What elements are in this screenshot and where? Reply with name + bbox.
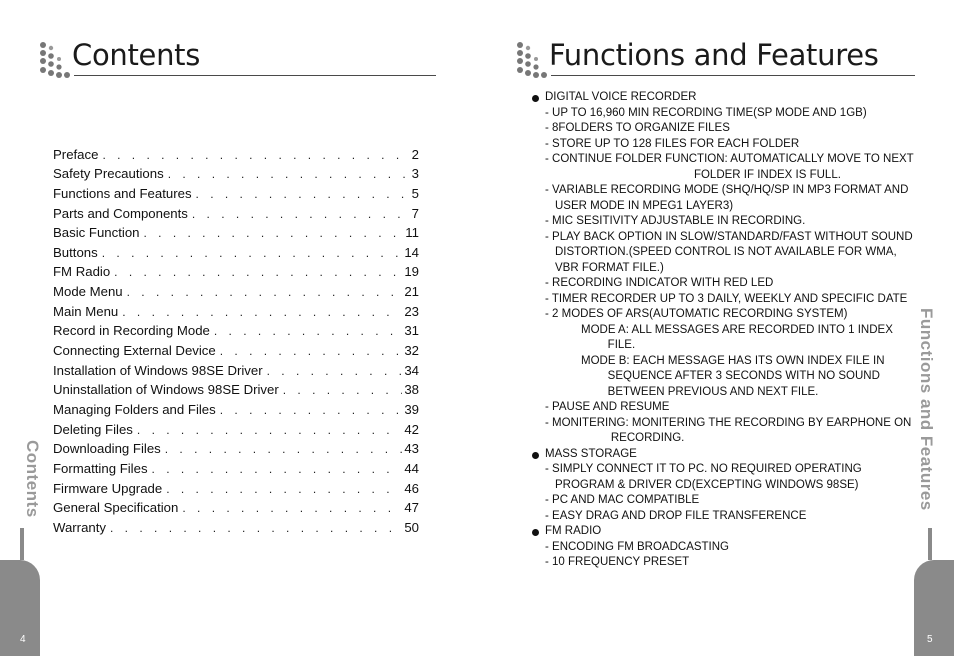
- toc-entry-page: 14: [404, 244, 419, 260]
- toc-leader-dots: [220, 344, 403, 358]
- feature-line: USER MODE IN MPEG1 LAYER3): [555, 199, 734, 212]
- toc-entry-title: Uninstallation of Windows 98SE Driver: [53, 382, 279, 398]
- feature-line: - 10 FREQUENCY PRESET: [545, 556, 690, 568]
- toc-entry-title: Preface: [53, 146, 99, 162]
- feature-line: - CONTINUE FOLDER FUNCTION: AUTOMATICALLY MOVE TO NEXT: [545, 153, 914, 165]
- feature-line: SEQUENCE AFTER 3 SECONDS WITH NO SOUND: [531, 370, 880, 382]
- toc-entry[interactable]: [53, 496, 419, 516]
- toc-entry-page: 32: [404, 343, 419, 359]
- feature-heading: FM RADIO: [531, 524, 921, 540]
- toc-leader-dots: [166, 482, 402, 496]
- page-title: Contents: [72, 38, 201, 72]
- feature-line: - RECORDING INDICATOR WITH RED LED: [545, 277, 774, 289]
- toc-entry[interactable]: [53, 319, 419, 339]
- toc-entry[interactable]: [53, 476, 419, 496]
- feature-line: - VARIABLE RECORDING MODE (SHQ/HQ/SP IN MP3 FORMAT AND: [545, 184, 909, 196]
- toc-leader-dots: [102, 148, 409, 162]
- toc-entry-page: 42: [404, 421, 419, 437]
- feature-line: - MONITERING: MONITERING THE RECORDING BY EARPHONE ON: [545, 416, 912, 429]
- toc-entry[interactable]: [53, 162, 419, 182]
- toc-leader-dots: [127, 285, 403, 299]
- toc-leader-dots: [144, 226, 404, 240]
- toc-leader-dots: [165, 442, 403, 456]
- toc-entry-title: FM Radio: [53, 264, 111, 280]
- toc-leader-dots: [152, 462, 403, 476]
- feature-line: - PAUSE AND RESUME: [545, 401, 670, 413]
- feature-heading: MASS STORAGE: [531, 447, 921, 463]
- toc-entry-page: 19: [404, 264, 419, 280]
- toc-entry-page: 44: [404, 460, 419, 476]
- toc-entry-page: 23: [404, 303, 419, 319]
- toc-entry-title: Main Menu: [53, 303, 119, 319]
- toc-entry[interactable]: [53, 437, 419, 457]
- toc-entry[interactable]: [53, 299, 419, 319]
- feature-line: - ENCODING FM BROADCASTING: [545, 540, 730, 553]
- toc-entry-title: Managing Folders and Files: [53, 401, 216, 417]
- toc-entry-page: 11: [405, 225, 419, 241]
- page-tab: [914, 560, 954, 656]
- contents-heading: [38, 36, 436, 80]
- toc-entry-title: Firmware Upgrade: [53, 480, 163, 496]
- side-section-label: Contents: [23, 440, 42, 518]
- toc-leader-dots: [122, 305, 402, 319]
- feature-line: - MIC SESITIVITY ADJUSTABLE IN RECORDING.: [545, 215, 806, 227]
- toc-leader-dots: [114, 265, 402, 279]
- title-underline: [551, 75, 915, 76]
- toc-entry[interactable]: [53, 515, 419, 535]
- toc-leader-dots: [220, 403, 403, 417]
- feature-line: FILE.: [531, 339, 636, 351]
- toc-entry-page: 50: [404, 519, 419, 535]
- toc-leader-dots: [196, 187, 410, 201]
- feature-line: DISTORTION.(SPEED CONTROL IS NOT AVAILABLE FOR WMA,: [555, 246, 897, 258]
- feature-line: RECORDING.: [531, 432, 685, 444]
- toc-entry[interactable]: [53, 201, 419, 221]
- feature-line: - 2 MODES OF ARS(AUTOMATIC RECORDING SYSTEM): [545, 308, 848, 320]
- toc-entry-page: 34: [404, 362, 419, 378]
- toc-entry-title: General Specification: [53, 500, 179, 516]
- toc-entry[interactable]: [53, 358, 419, 378]
- toc-entry-page: 2: [411, 146, 419, 162]
- toc-entry-title: Functions and Features: [53, 185, 192, 201]
- side-divider: [928, 528, 932, 560]
- toc-entry[interactable]: [53, 240, 419, 260]
- feature-line: PROGRAM & DRIVER CD(EXCEPTING WINDOWS 98SE): [555, 478, 859, 491]
- toc-entry-title: Parts and Components: [53, 205, 188, 221]
- toc-entry-title: Mode Menu: [53, 284, 123, 300]
- toc-entry-title: Safety Precautions: [53, 166, 164, 182]
- toc-entry-title: Basic Function: [53, 225, 140, 241]
- page-number: 5: [927, 634, 933, 645]
- toc-leader-dots: [137, 423, 402, 437]
- features-list: [531, 90, 921, 571]
- toc-entry-page: 46: [404, 480, 419, 496]
- table-of-contents: [53, 142, 419, 535]
- feature-line: - PLAY BACK OPTION IN SLOW/STANDARD/FAST WITHOUT SOUND: [545, 230, 913, 243]
- feature-line: - 8FOLDERS TO ORGANIZE FILES: [545, 122, 730, 134]
- toc-leader-dots: [267, 364, 403, 378]
- toc-leader-dots: [192, 207, 410, 221]
- toc-entry-page: 3: [411, 166, 419, 182]
- toc-entry-title: Downloading Files: [53, 441, 161, 457]
- toc-leader-dots: [102, 246, 403, 260]
- toc-leader-dots: [214, 324, 402, 338]
- page-title: Functions and Features: [549, 38, 879, 72]
- toc-entry-title: Record in Recording Mode: [53, 323, 210, 339]
- toc-entry[interactable]: [53, 181, 419, 201]
- side-section-label: Functions and Features: [917, 308, 936, 511]
- toc-entry[interactable]: [53, 221, 419, 241]
- page-number: 4: [20, 634, 26, 645]
- toc-entry-title: Deleting Files: [53, 421, 133, 437]
- toc-entry-page: 5: [411, 185, 419, 201]
- toc-entry-page: 47: [404, 500, 419, 516]
- toc-entry-title: Warranty: [53, 519, 107, 535]
- toc-entry-title: Formatting Files: [53, 460, 148, 476]
- toc-entry[interactable]: [53, 142, 419, 162]
- toc-entry[interactable]: [53, 378, 419, 398]
- toc-entry[interactable]: [53, 417, 419, 437]
- toc-entry-page: 31: [404, 323, 419, 339]
- toc-leader-dots: [168, 167, 410, 181]
- toc-entry-page: 39: [404, 401, 419, 417]
- toc-leader-dots: [182, 501, 402, 515]
- functions-heading: [515, 36, 915, 80]
- feature-line: - PC AND MAC COMPATIBLE: [545, 494, 700, 506]
- toc-entry[interactable]: [53, 260, 419, 280]
- feature-heading: DIGITAL VOICE RECORDER: [531, 90, 921, 106]
- toc-entry-title: Buttons: [53, 244, 98, 260]
- toc-entry-page: 7: [411, 205, 419, 221]
- feature-line: MODE A: ALL MESSAGES ARE RECORDED INTO 1 INDEX: [581, 323, 893, 336]
- side-divider: [20, 528, 24, 560]
- feature-line: - SIMPLY CONNECT IT TO PC. NO REQUIRED OPERATING: [545, 463, 862, 475]
- toc-leader-dots: [110, 521, 402, 535]
- title-underline: [74, 75, 436, 76]
- feature-line: FOLDER IF INDEX IS FULL.: [531, 168, 841, 181]
- toc-entry[interactable]: [53, 456, 419, 476]
- toc-entry-page: 38: [404, 382, 419, 398]
- toc-entry[interactable]: [53, 397, 419, 417]
- toc-entry-title: Connecting External Device: [53, 343, 216, 359]
- toc-leader-dots: [283, 383, 403, 397]
- feature-line: - TIMER RECORDER UP TO 3 DAILY, WEEKLY AND SPECIFIC DATE: [545, 292, 908, 305]
- feature-line: BETWEEN PREVIOUS AND NEXT FILE.: [531, 385, 819, 398]
- feature-line: - EASY DRAG AND DROP FILE TRANSFERENCE: [545, 509, 807, 522]
- feature-line: MODE B: EACH MESSAGE HAS ITS OWN INDEX FILE IN: [581, 354, 885, 367]
- toc-entry-page: 43: [404, 441, 419, 457]
- toc-entry[interactable]: [53, 338, 419, 358]
- toc-entry-page: 21: [404, 284, 419, 300]
- feature-line: VBR FORMAT FILE.): [555, 261, 664, 274]
- feature-line: - UP TO 16,960 MIN RECORDING TIME(SP MODE AND 1GB): [545, 106, 867, 119]
- toc-entry-title: Installation of Windows 98SE Driver: [53, 362, 263, 378]
- toc-entry[interactable]: [53, 279, 419, 299]
- feature-line: - STORE UP TO 128 FILES FOR EACH FOLDER: [545, 137, 800, 150]
